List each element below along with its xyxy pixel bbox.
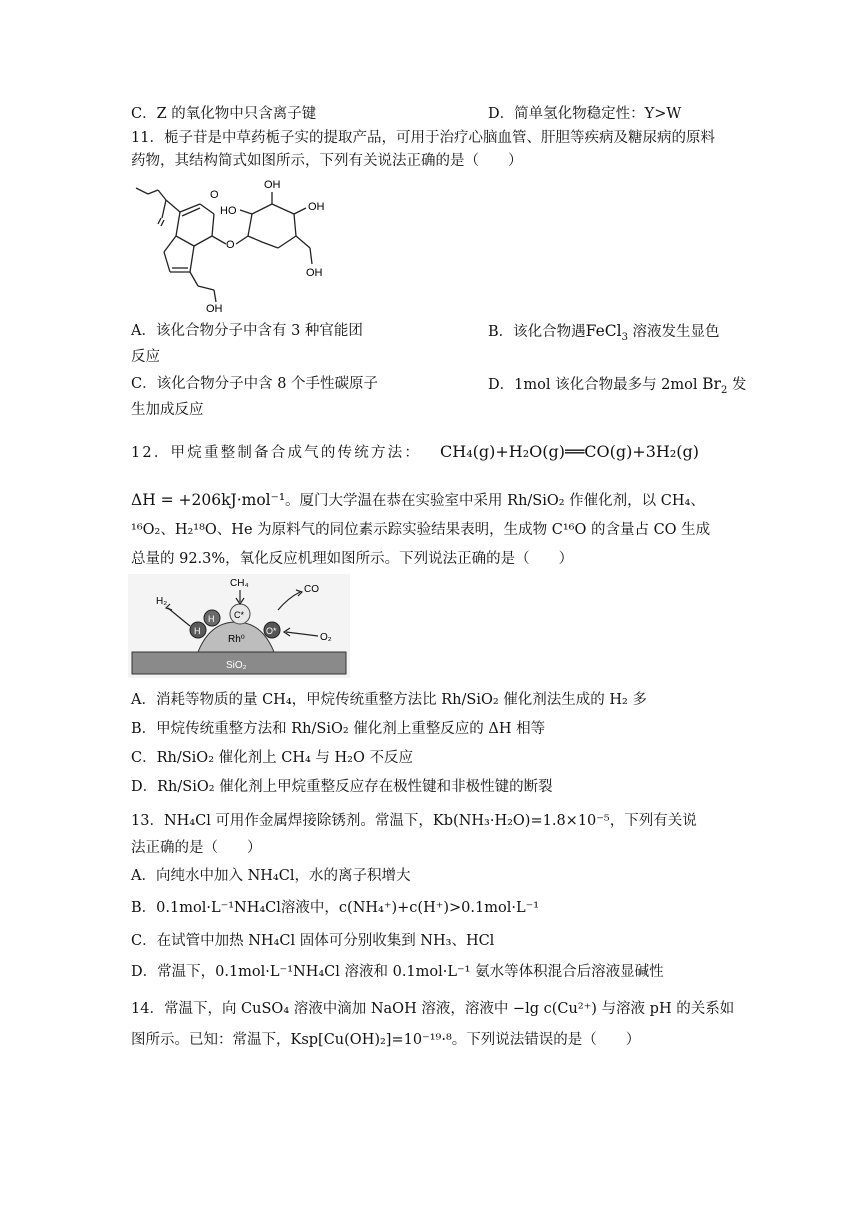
ch4-label: CH₄ [230,578,249,589]
q12-stem-line4: 总量的 92.3%，氧化反应机理如图所示。下列说法正确的是（ ） [131,551,574,567]
q12-stem-line1: 12．甲烷重整制备合成气的传统方法： [131,445,422,461]
geniposide-structure-figure [128,174,358,316]
ring-o-label: O [210,189,219,201]
q11-option-b: B．该化合物遇FeCl$_3$ 溶液发生显色 [488,322,720,343]
c-atom-label: C* [234,610,245,620]
h2-label: H₂ [156,596,168,607]
h-atom-label-2: H [208,614,215,624]
q14-stem-line2: 图所示。已知：常温下，Ksp[Cu(OH)₂]=10⁻¹⁹·⁸。下列说法错误的是（ ） [131,1032,641,1048]
q11-option-b-continued: 反应 [131,349,160,365]
o-atom-label: O* [266,626,277,636]
oh-label-bottom: OH [206,303,223,315]
q11-option-d: D．1mol 该化合物最多与 2mol $Br_2$ 发 [488,375,747,396]
q13-option-d: D．常温下，0.1mol·L⁻¹NH₄Cl 溶液和 0.1mol·L⁻¹ 氨水等体积混合后溶液显碱性 [131,964,664,980]
q10-option-d: D．简单氢化物稳定性：Y>W [488,106,682,122]
sio2-label: SiO₂ [226,660,247,671]
q10-option-c: C．Z 的氧化物中只含离子键 [131,106,317,122]
q13-option-a: A．向纯水中加入 NH₄Cl，水的离子积增大 [131,868,411,884]
q13-stem-line1: 13．NH₄Cl 可用作金属焊接除锈剂。常温下，Kb(NH₃·H₂O)=1.8×10⁻⁵，下列有关说 [131,813,697,829]
q12-option-d: D．Rh/SiO₂ 催化剂上甲烷重整反应存在极性键和非极性键的断裂 [131,779,553,795]
q12-delta-h: ΔH = +206kJ·mol⁻¹ [131,491,286,509]
q11-stem-line2: 药物，其结构简式如图所示，下列有关说法正确的是（ ） [131,153,523,169]
h-atom-label-1: H [194,626,201,636]
q12-option-b: B．甲烷传统重整方法和 Rh/SiO₂ 催化剂上重整反应的 ΔH 相等 [131,721,546,737]
q12-option-a: A．消耗等物质的量 CH₄，甲烷传统重整方法比 Rh/SiO₂ 催化剂法生成的 H₂ 多 [131,692,647,708]
rh-label: Rh⁰ [228,634,245,645]
q11-option-a: A．该化合物分子中含有 3 种官能团 [131,323,363,339]
oh-label-right: OH [308,201,325,213]
q12-stem-line3: ¹⁶O₂、H₂¹⁸O、He 为原料气的同位素示踪实验结果表明，生成物 C¹⁶O 的含量占 CO 生成 [131,522,711,538]
q13-option-b: B．0.1mol·L⁻¹NH₄Cl溶液中，c(NH₄⁺)+c(H⁺)>0.1mol·L⁻¹ [131,900,540,916]
q12-equation: CH₄(g)+H₂O(g)══CO(g)+3H₂(g) [440,442,699,461]
o2-label: O₂ [320,632,332,643]
glycosidic-o-label: O [226,239,235,251]
q12-stem-line2: ΔH = +206kJ·mol⁻¹。厦门大学温在恭在实验室中采用 Rh/SiO₂ 作催化剂，以 CH₄、 [131,491,705,509]
q11-option-c: C．该化合物分子中含 8 个手性碳原子 [131,376,379,392]
q12-option-c: C．Rh/SiO₂ 催化剂上 CH₄ 与 H₂O 不反应 [131,750,413,766]
q11-option-d-continued: 生加成反应 [131,402,204,418]
oh-label-ch2oh: OH [306,267,323,279]
q13-option-c: C．在试管中加热 NH₄Cl 固体可分别收集到 NH₃、HCl [131,933,495,949]
q13-stem-line2: 法正确的是（ ） [131,840,262,856]
q14-stem-line1: 14．常温下，向 CuSO₄ 溶液中滴加 NaOH 溶液，溶液中 −lg c(Cu²⁺) 与溶液 pH 的关系如 [131,1001,735,1017]
ho-label: HO [220,205,237,217]
oxidation-mechanism-figure [128,574,350,678]
q11-stem-line1: 11．栀子苷是中草药栀子实的提取产品，可用于治疗心脑血管、肝胆等疾病及糖尿病的原料 [131,130,715,146]
oh-label-top: OH [264,179,281,191]
co-label: CO [304,584,319,595]
